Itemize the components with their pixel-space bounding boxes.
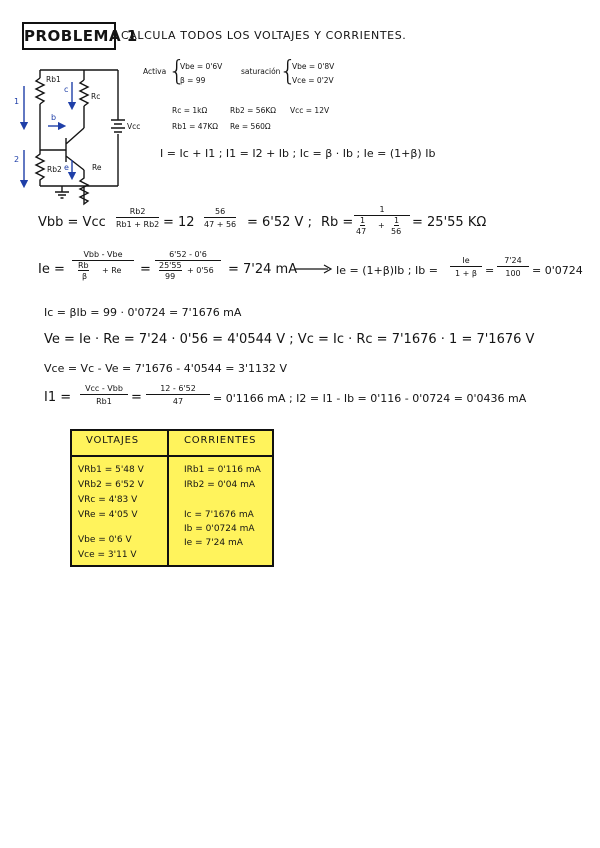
given-rc: Rc = 1kΩ [172, 106, 208, 115]
resistor-rb2 [36, 150, 44, 186]
rb-den-plus: + [378, 221, 385, 230]
table-header-divider [72, 455, 272, 457]
activa-brace: { [168, 54, 186, 87]
ground-symbol [55, 192, 69, 198]
corriente-ic: Ic = 7'1676 mA [184, 510, 254, 520]
given-vcc: Vcc = 12V [290, 106, 330, 115]
i1-result: = 0'1166 mA ; I2 = I1 - Ib = 0'116 - 0'0724 = 0'0436 mA [213, 392, 527, 405]
activa-beta: β = 99 [180, 76, 206, 85]
ie-num-2: 6'52 - 0'6 [155, 250, 221, 261]
i1-prefix: I1 = [44, 390, 72, 405]
problem-statement: CALCULA TODOS LOS VOLTAJES Y CORRIENTES. [121, 29, 407, 42]
i1-fraction [80, 384, 128, 406]
ie-prefix: Ie = [38, 262, 65, 277]
voltaje-vre: VRe = 4'05 V [78, 510, 138, 520]
vbb-den-2: 47 + 56 [204, 220, 237, 229]
i1-mid: = [131, 390, 142, 405]
battery-vcc [111, 120, 125, 132]
header-corrientes: CORRIENTES [184, 435, 257, 446]
voltaje-vce: Vce = 3'11 V [78, 550, 137, 560]
relations-line: I = Ic + I1 ; I1 = I2 + Ib ; Ic = β · Ib ; Ie = (1+β) Ib [160, 147, 436, 160]
voltaje-vrb2: VRb2 = 6'52 V [78, 480, 144, 490]
ie-fraction-2 [155, 250, 221, 283]
corriente-ie: Ie = 7'24 mA [184, 538, 243, 548]
rb-den-b2: 56 [391, 227, 402, 236]
ie-num: Vbb - Vbe [72, 250, 134, 261]
ie-den2-a: 25'55 [159, 261, 182, 270]
results-table [70, 429, 274, 567]
saturacion-vce: Vce = 0'2V [292, 76, 334, 85]
ie-arrow-text: Ie = (1+β)Ib ; Ib = [336, 264, 438, 277]
corriente-irb2: IRb2 = 0'04 mA [184, 480, 256, 490]
i1-den-2: 47 [172, 397, 184, 406]
ib-mid: = [485, 264, 495, 277]
rb-result: = 25'55 KΩ [412, 215, 487, 230]
voltaje-vbe: Vbe = 0'6 V [78, 535, 132, 545]
voltaje-vrb1: VRb1 = 5'48 V [78, 465, 144, 475]
rb-den-a2: 47 [356, 227, 367, 236]
resistor-rc [80, 80, 88, 106]
ie-fraction [72, 250, 134, 283]
ib-num: Ie [450, 256, 482, 267]
ie-mid: = [140, 262, 151, 277]
rb-den [354, 216, 410, 238]
label-ie: e [64, 163, 69, 172]
ib-num-2: 7'24 [497, 256, 529, 267]
ib-result: = 0'0724 [532, 264, 583, 277]
ib-fraction [450, 256, 482, 278]
vbb-mid: = 12 [163, 215, 195, 230]
given-rb2: Rb2 = 56KΩ [230, 106, 276, 115]
vce-line: Vce = Vc - Ve = 7'1676 - 4'0544 = 3'1132 V [44, 362, 287, 375]
ie-den2-a2: 99 [165, 272, 176, 281]
vbb-num: Rb2 [116, 207, 159, 218]
label-node1: 1 [14, 97, 20, 106]
i1-den: Rb1 [96, 397, 112, 406]
corriente-ib: Ib = 0'0724 mA [184, 524, 255, 534]
ib-den-2: 100 [505, 269, 521, 278]
i1-num: Vcc - Vbb [80, 384, 128, 395]
ie-den [72, 261, 134, 283]
saturacion-vbe: Vbe = 0'8V [292, 62, 335, 71]
ie-den2-b: + 0'56 [187, 266, 214, 275]
voltaje-vrc: VRc = 4'83 V [78, 495, 138, 505]
ve-vc-line: Ve = Ie · Re = 7'24 · 0'56 = 4'0544 V ; Vc = Ic · Rc = 7'1676 · 1 = 7'1676 V [44, 332, 535, 347]
i1-num-2: 12 - 6'52 [146, 384, 210, 395]
label-rb2: Rb2 [47, 165, 62, 174]
label-rc: Rc [91, 92, 101, 101]
ie-den-a: Rb [78, 261, 89, 270]
rb-den-a: 1 [360, 216, 366, 225]
corriente-irb1: IRb1 = 0'116 mA [184, 465, 261, 475]
vbb-fraction [116, 207, 159, 229]
ib-fraction-2 [497, 256, 529, 278]
activa-vbe: Vbe = 0'6V [180, 62, 223, 71]
ie-den-2 [155, 261, 221, 283]
resistor-rb1 [36, 78, 44, 104]
table-column-divider [167, 431, 169, 565]
saturacion-brace: { [279, 54, 297, 87]
rb-den-b: 1 [394, 216, 400, 225]
i1-fraction-2 [146, 384, 210, 406]
activa-label: Activa [143, 67, 167, 76]
vbb-num-2: 56 [204, 207, 236, 218]
vbb-den: Rb1 + Rb2 [116, 220, 160, 229]
ie-den-a2: β [82, 272, 88, 281]
given-re: Re = 560Ω [230, 122, 271, 131]
header-voltajes: VOLTAJES [86, 435, 139, 446]
ib-den: 1 + β [455, 269, 477, 278]
saturacion-label: saturación [241, 67, 281, 76]
vbb-fraction-2 [204, 207, 236, 229]
given-rb1: Rb1 = 47KΩ [172, 122, 218, 131]
label-ib: b [51, 113, 57, 122]
rb-prefix: Rb = [321, 215, 354, 230]
label-rb1: Rb1 [46, 75, 61, 84]
resistor-re [80, 170, 88, 204]
label-node2: 2 [14, 155, 20, 164]
vbb-result: = 6'52 V ; [247, 215, 312, 230]
label-vcc: Vcc [127, 122, 141, 131]
ie-den-b: + Re [102, 266, 122, 275]
vbb-prefix: Vbb = Vcc [38, 215, 106, 230]
problem-title: PROBLEMA 1 [22, 22, 116, 50]
ic-line: Ic = βIb = 99 · 0'0724 = 7'1676 mA [44, 306, 242, 319]
implies-arrow [294, 262, 334, 276]
label-re: Re [92, 163, 102, 172]
ie-result: = 7'24 mA [228, 262, 298, 277]
rb-fraction [354, 205, 410, 238]
rb-num: 1 [354, 205, 410, 216]
label-ic: c [64, 85, 69, 94]
